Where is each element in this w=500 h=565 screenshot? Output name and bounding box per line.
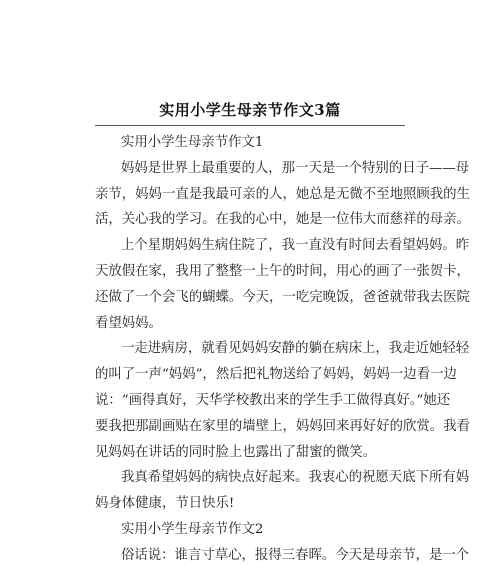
paragraph-line: 看望妈妈。 (95, 315, 162, 331)
paragraph-line: 见妈妈在讲话的同时脸上也露出了甜蜜的微笑。 (95, 444, 377, 460)
paragraph-line: 上个星期妈妈生病住院了，我一直没有时间去看望妈妈。昨 (121, 238, 470, 254)
document-title: 实用小学生母亲节作文3篇 (159, 101, 341, 119)
document-body (95, 130, 470, 565)
paragraph-line: 我真希望妈妈的病快点好起来。我衷心的祝愿天底下所有妈 (121, 470, 470, 486)
paragraph-line: 活，关心我的学习。在我的心中，她是一位伟大而慈祥的母亲。 (95, 212, 470, 228)
paragraph-line: 妈身体健康，节日快乐! (95, 496, 235, 512)
paragraph-line: 要我把那副画贴在家里的墙壁上，妈妈回来再好好的欣赏。我看 (95, 418, 470, 434)
paragraph-line: 天放假在家，我用了整整一上午的时间，用心的画了一张贺卡， (95, 263, 470, 279)
title-underline (95, 125, 405, 126)
paragraph-line: 的叫了一声“妈妈”，然后把礼物送给了妈妈，妈妈一边看一边 (95, 367, 457, 383)
paragraph-line: 亲节，妈妈一直是我最可亲的人，她总是无微不至地照顾我的生 (95, 186, 470, 202)
section-heading: 实用小学生母亲节作文2 (121, 521, 264, 537)
section-heading: 实用小学生母亲节作文1 (121, 135, 264, 150)
paragraph-line: 说：“画得真好，天华学校教出来的学生手工做得真好。”她还 (95, 392, 451, 408)
paragraph-line: 俗话说：谁言寸草心，报得三春晖。今天是母亲节，是一个 (121, 547, 470, 563)
paragraph-line: 一走进病房，就看见妈妈安静的躺在病床上，我走近她轻轻 (121, 341, 470, 357)
paragraph-line: 妈妈是世界上最重要的人，那一天是一个特别的日子——母 (121, 160, 470, 176)
paragraph-line: 还做了一个会飞的蝴蝶。今天，一吃完晚饭，爸爸就带我去医院 (95, 289, 470, 305)
